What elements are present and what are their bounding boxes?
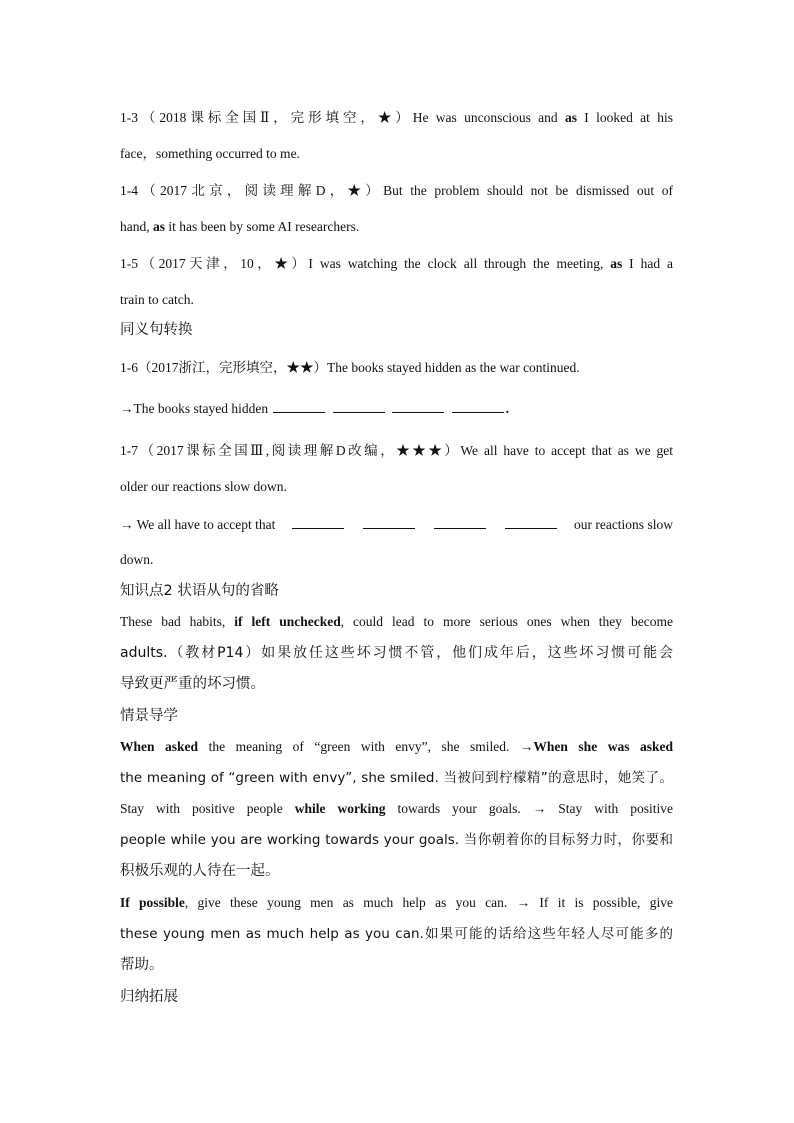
answer-blank xyxy=(392,398,444,413)
section-heading: 知识点2 状语从句的省略 xyxy=(120,583,279,599)
text-line: train to catch. xyxy=(120,292,194,307)
text-line: 1-5（2017天津，10，★）I was watching the clock all through the meeting, as I had a xyxy=(120,256,673,271)
answer-blank xyxy=(333,398,385,413)
answer-blank xyxy=(505,514,557,529)
text-line: 1-3（2018课标全国Ⅱ，完形填空，★）He was unconscious and as I looked at his xyxy=(120,110,673,125)
text-line: the meaning of “green with envy”, she smiled. 当被问到柠檬精”的意思时，她笑了。 xyxy=(120,770,673,786)
answer-blank xyxy=(452,398,504,413)
text-line: 1-6（2017浙江，完形填空，★★）The books stayed hidden as the war continued. xyxy=(120,360,580,375)
answer-blank xyxy=(363,514,415,529)
text-line: hand, as it has been by some AI researchers. xyxy=(120,219,360,234)
text-line: 帮助。 xyxy=(120,957,164,973)
section-heading: 归纳拓展 xyxy=(120,989,178,1005)
text-line: These bad habits, if left unchecked, could lead to more serious ones when they become xyxy=(120,614,673,629)
section-heading: 情景导学 xyxy=(120,708,178,724)
text-line: adults.（教材P14）如果放任这些坏习惯不管，他们成年后，这些坏习惯可能会 xyxy=(120,645,673,661)
text-line: 1-7（2017课标全国Ⅲ,阅读理解D改编，★★★）We all have to accept that as we get xyxy=(120,443,673,458)
text-line: If possible, give these young men as much help as you can. → If it is possible, give xyxy=(120,895,673,910)
text-line: →The books stayed hidden . xyxy=(120,398,673,419)
text-line: face，something occurred to me. xyxy=(120,146,300,161)
answer-blank xyxy=(273,398,325,413)
text-line: people while you are working towards your goals. 当你朝着你的目标努力时，你要和 xyxy=(120,832,673,848)
text-line: these young men as much help as you can.如果可能的话给这些年轻人尽可能多的 xyxy=(120,926,673,942)
text-line: When asked the meaning of “green with envy”, she smiled. →When she was asked xyxy=(120,739,673,754)
text-line: Stay with positive people while working towards your goals. → Stay with positive xyxy=(120,801,673,816)
text-line: older our reactions slow down. xyxy=(120,479,287,494)
answer-blank xyxy=(292,514,344,529)
text-line: → We all have to accept that our reactions slow xyxy=(120,514,673,535)
text-line: down. xyxy=(120,552,154,567)
text-line: 1-4（2017北京，阅读理解D，★）But the problem should not be dismissed out of xyxy=(120,183,673,198)
section-heading: 同义句转换 xyxy=(120,322,193,338)
text-line: 导致更严重的坏习惯。 xyxy=(120,676,265,692)
text-line: 积极乐观的人待在一起。 xyxy=(120,863,280,879)
answer-blank xyxy=(434,514,486,529)
